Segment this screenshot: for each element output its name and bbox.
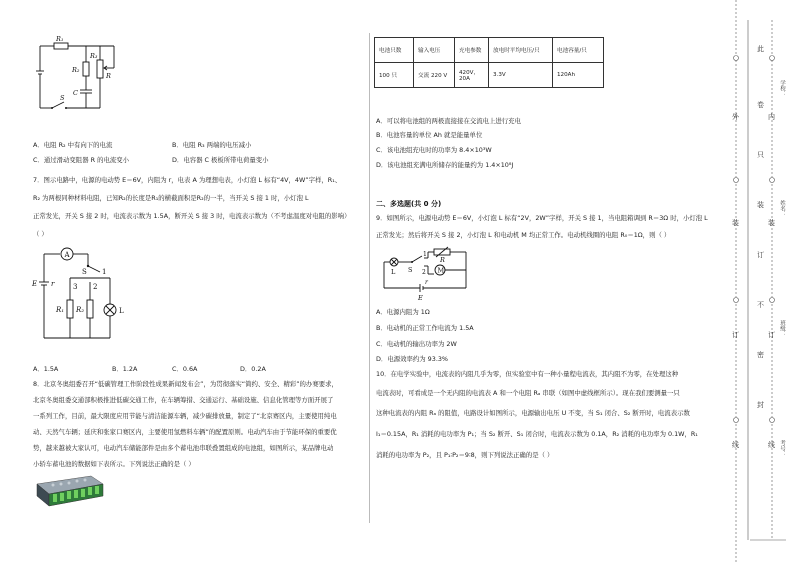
table-header-cell: 电池容量/只 <box>553 38 604 63</box>
question-8-line-4: 动、天然气车辆；延庆和张家口赛区内，主要使用氢燃料车辆”的配置原则。电动汽车由于节能环保的重要优 <box>33 428 337 436</box>
outer-char: 外 <box>732 113 739 121</box>
label-l: L <box>391 268 396 276</box>
label-pos-2: 2 <box>422 269 426 276</box>
battery-data-table <box>374 37 604 88</box>
question-7-line-3: 正常发光，开关 S 接 2 时，电流表示数为 1.5A，断开关 S 接 3 时，电流表示数为（不考虑温度对电阻的影响） <box>33 212 351 220</box>
outer-char: 线 <box>732 441 739 449</box>
question-7-line-2: R₂ 为两根同种材料电阻，已知R₂的长度是R₁的横截面积是R₂的一半，当开关 S 接 1 时，小灯泡 L <box>33 194 309 202</box>
question-7-line-4: （ ） <box>33 230 48 238</box>
label-r-internal: r <box>51 280 55 288</box>
table-header-cell: 充电参数 <box>455 38 489 63</box>
label-c: C <box>73 89 78 97</box>
option-q8-b: B．电池容量的单位 Ah 就是能量单位 <box>376 131 483 139</box>
label-pos-2: 2 <box>93 283 98 291</box>
column-divider <box>369 33 370 523</box>
question-10-line-5: 消耗的电功率为 P₂，且 P₁∶P₂＝9∶8，则下列说法正确的是（ ） <box>376 451 554 459</box>
outer-char: 装 <box>732 219 739 227</box>
option-q9-c: C．电动机的输出功率为 2W <box>376 340 457 348</box>
label-ammeter: A <box>64 251 70 259</box>
option-q9-b: B．电动机的正常工作电流为 1.5A <box>376 324 474 332</box>
question-10-line-4: I₁＝0.15A，R₁ 消耗的电功率为 P₁；当 S₂ 断开、S₁ 闭合时，电流表示数为 0.1A，R₂ 消耗的电功率为 0.1W，R₁ <box>376 430 698 438</box>
option-q7-a: A．1.5A <box>33 365 59 373</box>
notice-char: 装 <box>757 201 764 209</box>
question-8-line-1: 8．北京冬奥组委召开“低碳管理工作阶段性成果新闻发布会”，为贯彻落实“简约、安全、精彩”的办赛要求， <box>33 380 338 388</box>
question-9-line-1: 9．如图所示，电源电动势 E＝6V，小灯泡 L 标有“2V，2W”字样，开关 S 接 1，当电阻箱调到 R＝3Ω 时，小灯泡 L <box>376 214 708 222</box>
label-pos-1: 1 <box>423 251 427 258</box>
question-10-line-3: 这种电流表的内阻 Rₐ 的阻值，电路设计如图所示，电源输出电压 U 不变，当 S₁ 闭合、S₂ 断开时，电流表示数 <box>376 409 690 417</box>
table-cell: 420V，20A <box>455 63 489 88</box>
option-q8-d: D．该电池组充满电所储存的能量约为 1.4×10⁸J <box>376 161 514 169</box>
notice-char: 此 <box>757 45 764 53</box>
label-s: S <box>82 268 87 276</box>
notice-char: 只 <box>757 151 764 159</box>
circuit-figure-q6 <box>30 35 130 118</box>
option-q8-c: C．该电池组充电时的功率为 8.4×10³W <box>376 146 492 154</box>
circuit-figure-q7 <box>30 244 140 344</box>
label-r: R <box>440 256 445 264</box>
label-r1: R₁ <box>56 306 65 314</box>
notice-char: 封 <box>757 401 764 409</box>
table-cell: 交流 220 V <box>414 63 455 88</box>
question-8-line-6: 小轿车蓄电池的数据如下表所示。下列说法正确的是（ ） <box>33 460 195 468</box>
table-cell: 100 只 <box>375 63 414 88</box>
inner-char: 装 <box>768 219 775 227</box>
field-label-name: 姓名： <box>779 200 785 217</box>
label-e: E <box>418 294 423 302</box>
notice-char: 密 <box>757 351 764 359</box>
table-cell: 3.3V <box>489 63 553 88</box>
option-q6-b: B．电阻 R₃ 两端的电压减小 <box>172 141 252 149</box>
question-8-line-3: 一系列工作，目前，最大限度应用节能与清洁能源车辆，减少碳排放量，制定了“北京赛区内，主要使用纯电 <box>33 412 337 420</box>
label-l: L <box>119 307 124 315</box>
label-pos-3: 3 <box>73 283 78 291</box>
table-header-cell: 放电时平均电压/只 <box>489 38 553 63</box>
label-r3: R₃ <box>90 52 98 60</box>
option-q9-a: A．电源内阻为 1Ω <box>376 308 430 316</box>
field-label-class: 班级： <box>779 320 785 337</box>
question-10-line-2: 电流表时，可看成是一个无内阻的电流表 A 和一个电阻 Rₐ 串联（如图中虚线框所示）。现在我们要测量一只 <box>376 389 680 397</box>
outer-char: 订 <box>732 331 739 339</box>
field-label-school: 学校： <box>779 80 785 97</box>
question-8-line-2: 北京冬奥组委交通部积极推进低碳交通工作，在车辆筹措、交通运行、基础设施、信息化管理等方面开展了 <box>33 396 334 404</box>
label-m: M <box>437 266 445 275</box>
notice-char: 不 <box>757 301 764 309</box>
inner-char: 线 <box>768 441 775 449</box>
option-q8-a: A．可以将电池组的两极直接接在交流电上进行充电 <box>376 117 521 125</box>
question-8-line-5: 势，越来越被大家认可，电动汽车储能部件是由多个蓄电池串联叠置组成的电池组，如图所示，某品牌电动 <box>33 444 334 452</box>
field-label-id: 考号： <box>779 440 785 457</box>
label-r2: R₂ <box>72 66 80 74</box>
option-q6-c: C．通过滑动变阻器 R 的电流变小 <box>33 156 130 164</box>
table-row <box>375 63 604 88</box>
section-heading-multiple-choice: 二、多选题(共 0 分) <box>376 200 442 208</box>
option-q7-d: D．0.2A <box>240 365 266 373</box>
label-s: S <box>60 94 65 102</box>
notice-char: 订 <box>757 251 764 259</box>
question-9-line-2: 正常发光；然后将开关 S 接 2，小灯泡 L 和电动机 M 均正常工作。电动机线圈的电阻 R₀＝1Ω，则（ ） <box>376 231 671 239</box>
option-q6-d: D．电容器 C 极板所带电荷量变小 <box>172 156 269 164</box>
label-pos-1: 1 <box>102 268 107 276</box>
option-q6-a: A．电阻 R₂ 中有向下的电流 <box>33 141 113 149</box>
label-e: E <box>32 280 38 288</box>
circuit-figure-q9 <box>378 244 478 302</box>
inner-char: 订 <box>768 331 775 339</box>
table-cell: 120Ah <box>553 63 604 88</box>
label-r: R <box>106 72 111 80</box>
label-r-internal: r <box>425 279 428 286</box>
question-10-line-1: 10．在电学实验中，电流表的内阻几乎为零，但实验室中有一种小量程电流表，其内阻不为零，在处理这种 <box>376 370 679 378</box>
option-q7-c: C．0.6A <box>172 365 198 373</box>
label-r1: R₁ <box>56 35 64 43</box>
option-q7-b: B．1.2A <box>112 365 138 373</box>
table-header-cell: 电池只数 <box>375 38 414 63</box>
label-r2: R₂ <box>76 306 85 314</box>
label-s: S <box>408 266 413 274</box>
notice-char: 卷 <box>757 101 764 109</box>
question-7-line-1: 7．图示电路中，电源的电动势 E＝6V，内阻为 r，电表 A 为理想电表，小灯泡 L 标有“4V，4W”字样，R₁、 <box>33 176 342 184</box>
table-header-row <box>375 38 604 63</box>
option-q9-d: D．电源效率约为 93.3% <box>376 355 448 363</box>
table-header-cell: 输入电压 <box>414 38 455 63</box>
battery-pack-image <box>33 474 105 508</box>
binding-strip <box>726 0 794 562</box>
inner-char: 内 <box>768 113 775 121</box>
